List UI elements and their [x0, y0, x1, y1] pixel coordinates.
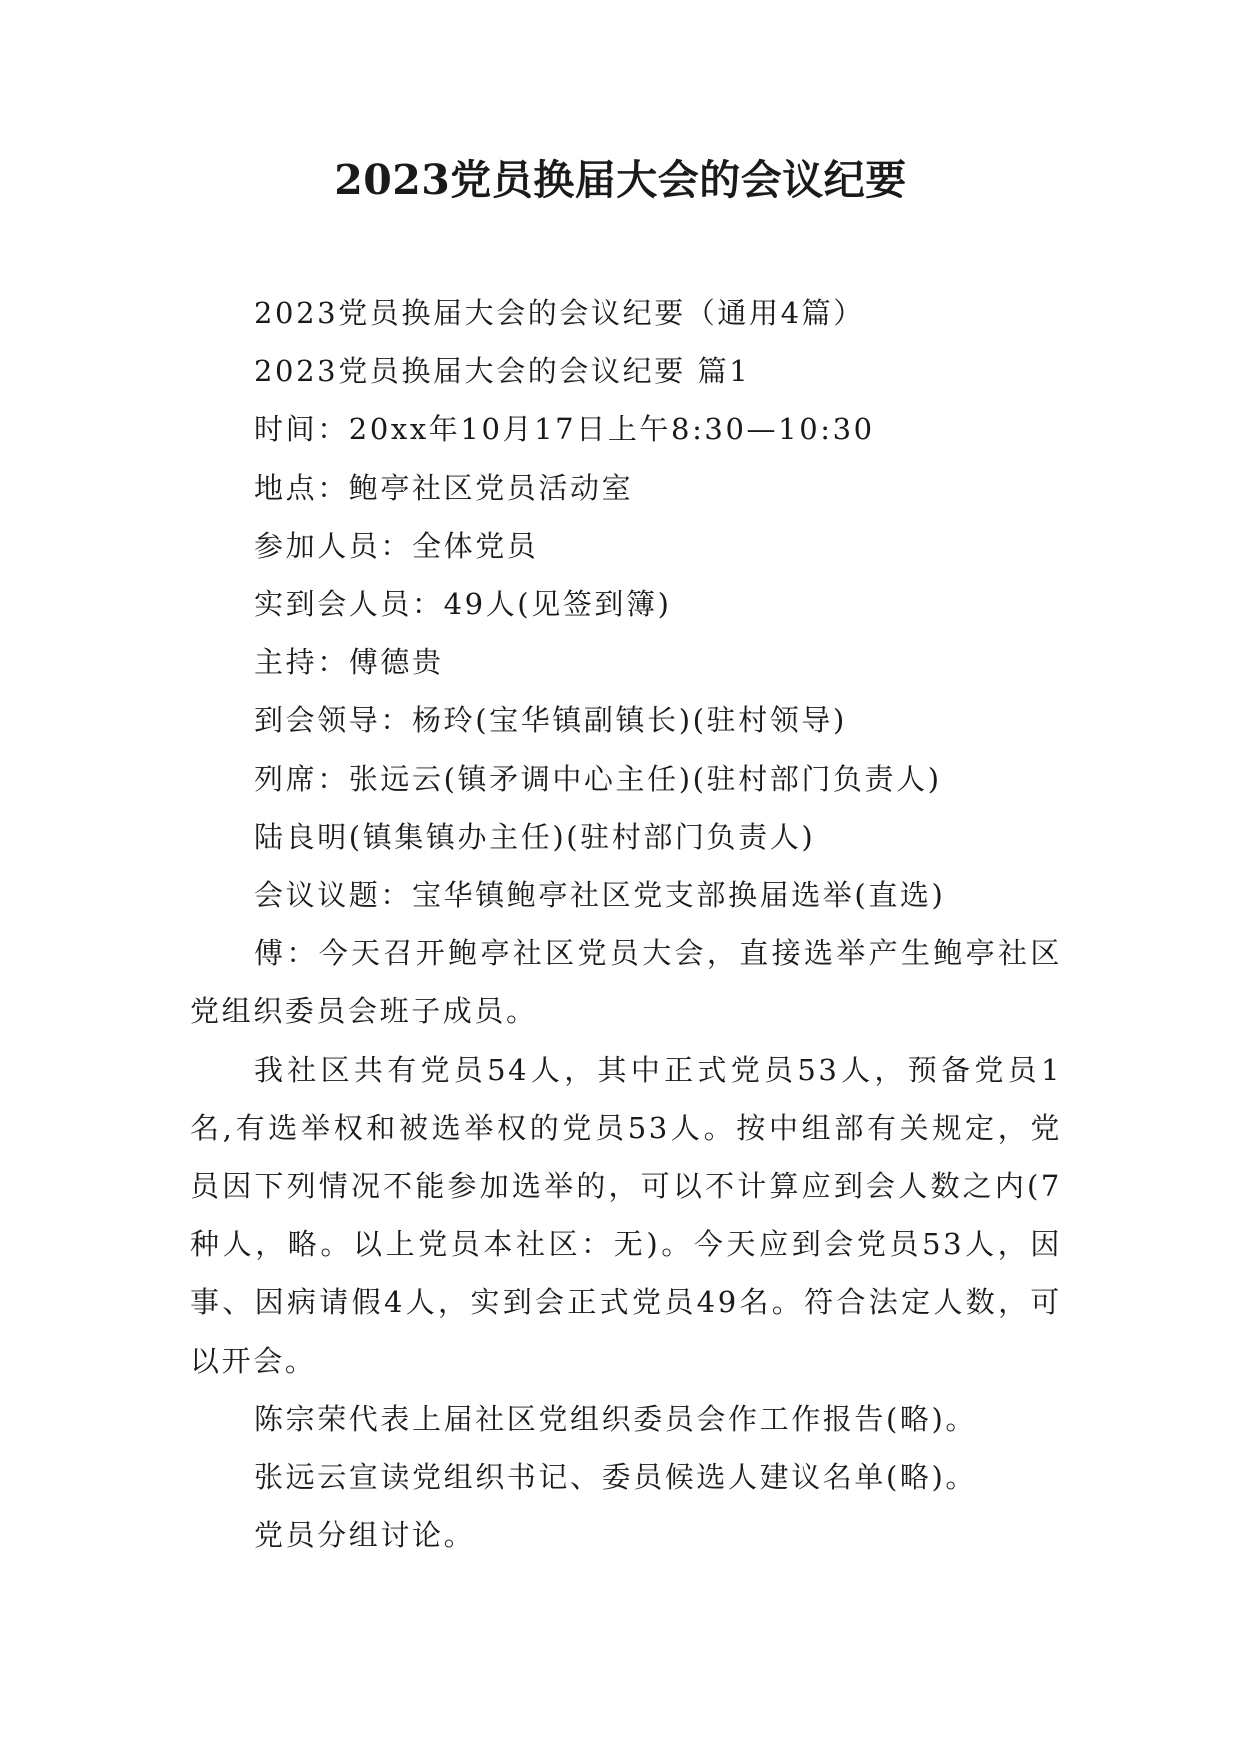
participants: 参加人员：全体党员 [254, 528, 539, 563]
host: 主持：傅德贵 [254, 645, 444, 680]
meeting-time: 时间：20xx年10月17日上午8:30—10:30 [254, 412, 875, 447]
group-discussion: 党员分组讨论。 [254, 1518, 476, 1553]
document-title: 2023党员换届大会的会议纪要 [334, 156, 907, 204]
subtitle-paragraph: 2023党员换届大会的会议纪要（通用4篇） [254, 296, 865, 330]
section-heading: 2023党员换届大会的会议纪要 篇1 [254, 354, 751, 389]
meeting-agenda: 会议议题：宝华镇鲍亭社区党支部换届选举(直选) [254, 878, 946, 913]
observer-2: 陆良明(镇集镇办主任)(驻村部门负责人) [254, 819, 816, 854]
opening-remarks: 傅：今天召开鲍亭社区党员大会，直接选举产生鲍亭社区党组织委员会班子成员。 [190, 936, 1062, 1029]
document-body [190, 284, 1062, 1564]
actual-attendance: 实到会人员：49人(见签到簿) [254, 587, 672, 622]
meeting-location: 地点：鲍亭社区党员活动室 [254, 470, 634, 505]
candidate-list: 张远云宣读党组织书记、委员候选人建议名单(略)。 [254, 1460, 978, 1495]
member-statistics: 我社区共有党员54人，其中正式党员53人，预备党员1名,有选举权和被选举权的党员53人。按中组部有关规定，党员因下列情况不能参加选举的，可以不计算应到会人数之内(7种人，略。以上党员本社区：无)。今天应到会党员53人，因事、因病请假4人，实到会正式党员49名。符合法定人数，可以开会。 [190, 1052, 1062, 1378]
work-report: 陈宗荣代表上届社区党组织委员会作工作报告(略)。 [254, 1401, 978, 1436]
observer-1: 列席：张远云(镇矛调中心主任)(驻村部门负责人) [254, 761, 942, 796]
attending-leader: 到会领导：杨玲(宝华镇副镇长)(驻村领导) [254, 703, 847, 738]
